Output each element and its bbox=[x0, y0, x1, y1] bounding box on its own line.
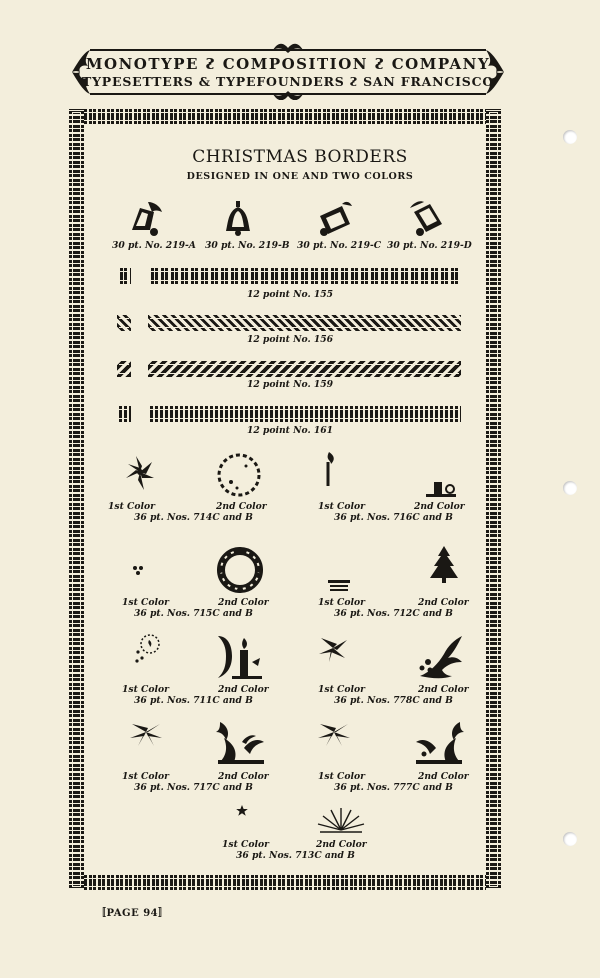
pair-716-label: 36 pt. Nos. 716C and B bbox=[334, 512, 453, 523]
pair-778-second-label: 2nd Color bbox=[418, 684, 469, 695]
christmas-tree-icon bbox=[426, 544, 462, 584]
page-number-bracket-left: 〚 bbox=[96, 908, 107, 919]
border-156-sample bbox=[148, 315, 461, 331]
pair-714-second-label: 2nd Color bbox=[216, 501, 267, 512]
border-159-sample bbox=[148, 361, 461, 377]
poinsettia-small-icon bbox=[128, 720, 164, 750]
pair-777-label: 36 pt. Nos. 777C and B bbox=[334, 782, 453, 793]
pair-714-first-label: 1st Color bbox=[108, 501, 155, 512]
bell-label-d: 30 pt. No. 219-D bbox=[387, 240, 472, 251]
border-strip-bottom bbox=[69, 875, 501, 890]
bell-ornament-icon-b bbox=[220, 197, 256, 237]
bell-ornament-icon-c bbox=[316, 198, 354, 238]
border-155-label: 12 point No. 155 bbox=[246, 289, 334, 300]
border-155-sample bbox=[148, 268, 461, 284]
berry-dots-icon bbox=[132, 565, 146, 577]
holly-branch-icon bbox=[416, 632, 464, 684]
scroll-holly-icon bbox=[414, 720, 466, 768]
border-159-label: 12 point No. 159 bbox=[246, 379, 334, 390]
pair-715-first-label: 1st Color bbox=[122, 597, 169, 608]
bell-label-a: 30 pt. No. 219-A bbox=[112, 240, 196, 251]
pair-717-first-label: 1st Color bbox=[122, 771, 169, 782]
pair-713-label: 36 pt. Nos. 713C and B bbox=[236, 850, 355, 861]
page-number bbox=[96, 904, 169, 919]
pair-717-second-label: 2nd Color bbox=[218, 771, 269, 782]
pair-716-second-label: 2nd Color bbox=[414, 501, 465, 512]
pair-714-label: 36 pt. Nos. 714C and B bbox=[134, 512, 253, 523]
border-159-unit bbox=[117, 361, 131, 377]
pair-713-first-label: 1st Color bbox=[222, 839, 269, 850]
candle-holder-icon bbox=[424, 478, 458, 498]
border-strip-left bbox=[69, 109, 84, 890]
pair-712-label: 36 pt. Nos. 712C and B bbox=[334, 608, 453, 619]
border-156-unit bbox=[117, 315, 131, 331]
page-number-bracket-right: 〛 bbox=[158, 908, 169, 919]
candle-flame-icon bbox=[320, 450, 344, 490]
poinsettia-icon bbox=[122, 452, 158, 496]
candle-holly-icon bbox=[212, 632, 264, 682]
star-rays-icon bbox=[316, 806, 366, 836]
bell-ornament-icon-a bbox=[128, 198, 164, 238]
pair-712-first-label: 1st Color bbox=[318, 597, 365, 608]
border-161-sample bbox=[148, 406, 461, 422]
flag-base-icon bbox=[328, 580, 350, 594]
company-subtitle: TYPESETTERS & TYPEFOUNDERS ᴤ SAN FRANCISCO bbox=[81, 74, 495, 89]
page-number-text: PAGE 94 bbox=[106, 908, 159, 919]
wreath-outline-icon bbox=[216, 452, 262, 498]
border-161-label: 12 point No. 161 bbox=[246, 425, 334, 436]
border-strip-top bbox=[69, 109, 501, 124]
pair-713-second-label: 2nd Color bbox=[316, 839, 367, 850]
punch-hole-bottom bbox=[563, 832, 577, 846]
candle-glow-icon bbox=[134, 632, 160, 664]
pair-717-label: 36 pt. Nos. 717C and B bbox=[134, 782, 253, 793]
pair-711-first-label: 1st Color bbox=[122, 684, 169, 695]
pair-712-second-label: 2nd Color bbox=[418, 597, 469, 608]
page-subtitle: DESIGNED IN ONE AND TWO COLORS bbox=[186, 171, 414, 182]
company-name: MONOTYPE ᴤ COMPOSITION ᴤ COMPANY bbox=[85, 55, 491, 73]
punch-hole-top bbox=[563, 130, 577, 144]
poinsettia-small-icon-2 bbox=[316, 720, 352, 750]
poinsettia-leaves-icon bbox=[316, 634, 350, 664]
border-161-unit bbox=[117, 406, 131, 422]
pair-778-label: 36 pt. Nos. 778C and B bbox=[334, 695, 453, 706]
bell-ornament-icon-d bbox=[408, 198, 446, 238]
pair-715-second-label: 2nd Color bbox=[218, 597, 269, 608]
bell-label-c: 30 pt. No. 219-C bbox=[297, 240, 382, 251]
page-header bbox=[68, 42, 508, 100]
pair-777-first-label: 1st Color bbox=[318, 771, 365, 782]
pair-716-first-label: 1st Color bbox=[318, 501, 365, 512]
border-156-label: 12 point No. 156 bbox=[246, 334, 334, 345]
page-title: CHRISTMAS BORDERS bbox=[192, 147, 408, 167]
bell-label-b: 30 pt. No. 219-B bbox=[205, 240, 290, 251]
pair-715-label: 36 pt. Nos. 715C and B bbox=[134, 608, 253, 619]
pair-777-second-label: 2nd Color bbox=[418, 771, 469, 782]
punch-hole-middle bbox=[563, 481, 577, 495]
scroll-leaves-icon bbox=[214, 718, 266, 768]
pair-711-label: 36 pt. Nos. 711C and B bbox=[134, 695, 253, 706]
star-icon bbox=[236, 805, 248, 817]
border-155-unit bbox=[117, 268, 131, 284]
pair-711-second-label: 2nd Color bbox=[218, 684, 269, 695]
border-strip-right bbox=[486, 109, 501, 890]
pair-778-first-label: 1st Color bbox=[318, 684, 365, 695]
holly-wreath-icon bbox=[216, 546, 264, 594]
